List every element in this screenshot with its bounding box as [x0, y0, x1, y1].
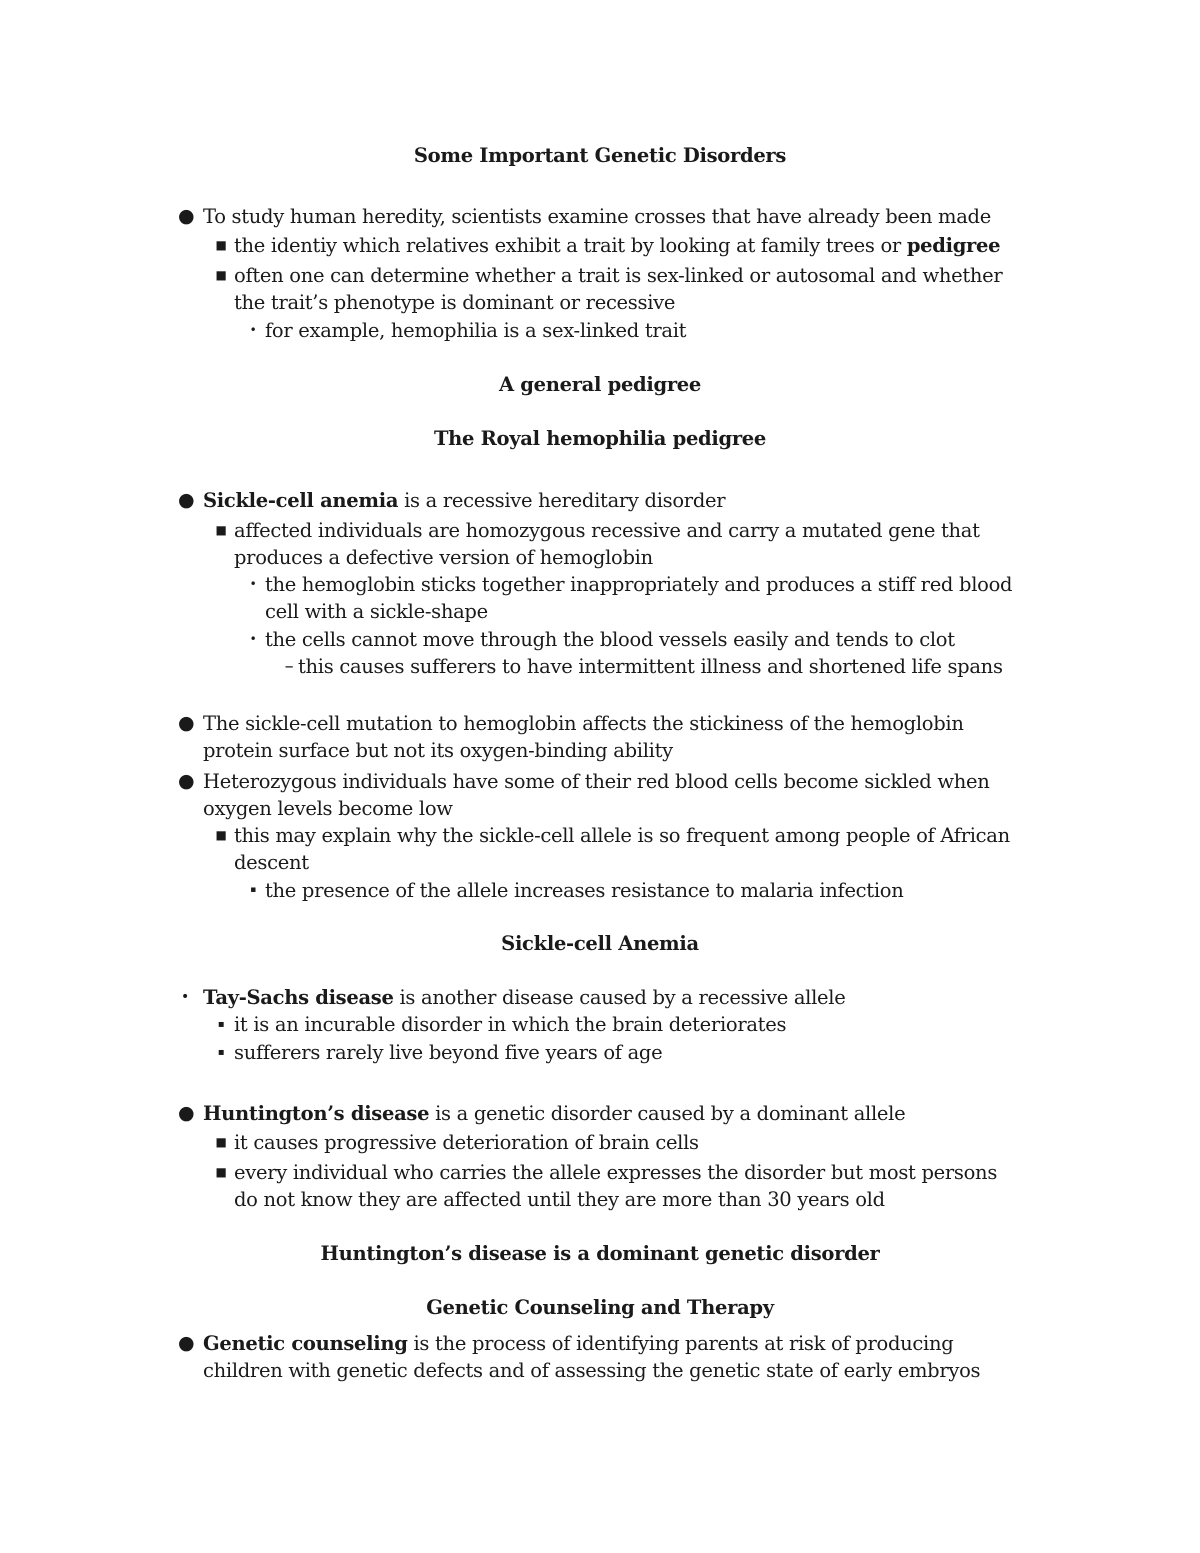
dash-bullet: –	[284, 656, 294, 677]
square-bullet-icon: ■	[215, 268, 227, 282]
term-genetic-counseling: Genetic counseling	[203, 1332, 408, 1355]
square-bullet-icon: ■	[215, 238, 227, 252]
list-item	[178, 768, 1003, 822]
list-item-text: every individual who carries the allele expresses the disorder but most persons do not know they are affected until they are more than 30 years old	[234, 1161, 998, 1211]
square-bullet-icon: ■	[215, 1165, 227, 1179]
list-item-text: often one can determine whether a trait is sex-linked or autosomal and whether the trait’s phenotype is dominant or recessive	[234, 264, 1003, 314]
list-item-text: is a recessive hereditary disorder	[398, 489, 726, 512]
dot-bullet-icon: •	[181, 989, 189, 1005]
list-item-text: affected individuals are homozygous recessive and carry a mutated gene that produces a defective version of hemoglobin	[234, 519, 980, 569]
bullet-icon: ●	[178, 770, 195, 792]
section-heading: Sickle-cell Anemia	[501, 932, 699, 955]
small-square-bullet-icon: ▪	[217, 1019, 225, 1030]
list-item	[284, 653, 1058, 680]
section-heading: A general pedigree	[498, 373, 702, 396]
list-item-text: To study human heredity, scientists examine crosses that have already been made	[203, 205, 991, 228]
list-item	[215, 822, 1024, 876]
bullet-icon: ●	[178, 489, 195, 511]
list-item	[181, 984, 1023, 1011]
list-item	[217, 1039, 1014, 1066]
list-item	[249, 571, 1025, 625]
list-item-text: the identiy which relatives exhibit a trait by looking at family trees or	[234, 234, 907, 257]
list-item	[249, 626, 1025, 653]
list-item	[215, 262, 1034, 316]
list-item-text: it is an incurable disorder in which the brain deteriorates	[234, 1013, 787, 1036]
list-item-text: the presence of the allele increases resistance to malaria infection	[265, 879, 904, 902]
term-pedigree: pedigree	[906, 234, 1001, 257]
term-huntingtons: Huntington’s disease	[203, 1102, 430, 1125]
list-item-text: is another disease caused by a recessive allele	[393, 986, 846, 1009]
list-item-text: the cells cannot move through the blood vessels easily and tends to clot	[265, 628, 955, 651]
section-heading: Genetic Counseling and Therapy	[426, 1296, 774, 1319]
list-item-text: is a genetic disorder caused by a dominant allele	[429, 1102, 906, 1125]
list-item	[178, 1100, 1023, 1127]
list-item	[217, 1011, 1014, 1038]
dot-bullet-icon: •	[249, 632, 257, 646]
bullet-icon: ●	[178, 1102, 195, 1124]
list-item	[215, 232, 1034, 259]
list-item-text: this causes sufferers to have intermittent illness and shortened life spans	[298, 655, 1003, 678]
list-item	[215, 1159, 1024, 1213]
small-square-bullet-icon: ▪	[217, 1047, 225, 1058]
list-item-text: sufferers rarely live beyond five years of age	[234, 1041, 663, 1064]
square-bullet-icon: ■	[215, 523, 227, 537]
dot-bullet-icon: •	[249, 577, 257, 591]
list-item	[215, 1129, 1024, 1156]
bullet-icon: ●	[178, 1332, 195, 1354]
list-item-text: for example, hemophilia is a sex-linked trait	[265, 319, 687, 342]
list-item	[215, 517, 994, 571]
list-item	[250, 877, 1025, 904]
list-item-text: it causes progressive deterioration of brain cells	[234, 1131, 699, 1154]
section-heading: Huntington’s disease is a dominant genetic disorder	[320, 1242, 880, 1265]
list-item-text: The sickle-cell mutation to hemoglobin affects the stickiness of the hemoglobin protein surface but not its oxygen-binding ability	[203, 712, 964, 762]
list-item	[178, 710, 993, 764]
bullet-icon: ●	[178, 205, 195, 227]
section-heading: The Royal hemophilia pedigree	[433, 427, 767, 450]
dot-bullet-icon: •	[249, 323, 257, 337]
term-tay-sachs: Tay-Sachs disease	[203, 986, 394, 1009]
list-item	[178, 1330, 1023, 1384]
list-item	[178, 203, 1023, 230]
list-item	[249, 317, 1025, 344]
square-bullet-icon: ■	[215, 828, 227, 842]
term-sickle-cell-anemia: Sickle-cell anemia	[203, 489, 399, 512]
bullet-icon: ●	[178, 712, 195, 734]
list-item-text: Heterozygous individuals have some of their red blood cells become sickled when oxygen levels become low	[203, 770, 990, 820]
small-square-bullet-icon: ▪	[250, 885, 256, 895]
list-item-text: is the process of identifying parents at risk of producing children with genetic defects and of assessing the genetic state of early embryos	[203, 1332, 981, 1382]
list-item-text: the hemoglobin sticks together inappropriately and produces a stiff red blood cell with a sickle-shape	[265, 573, 1013, 623]
square-bullet-icon: ■	[215, 1135, 227, 1149]
document-title: Some Important Genetic Disorders	[413, 144, 787, 167]
list-item	[178, 487, 1023, 514]
list-item-text: this may explain why the sickle-cell allele is so frequent among people of African descent	[234, 824, 1010, 874]
